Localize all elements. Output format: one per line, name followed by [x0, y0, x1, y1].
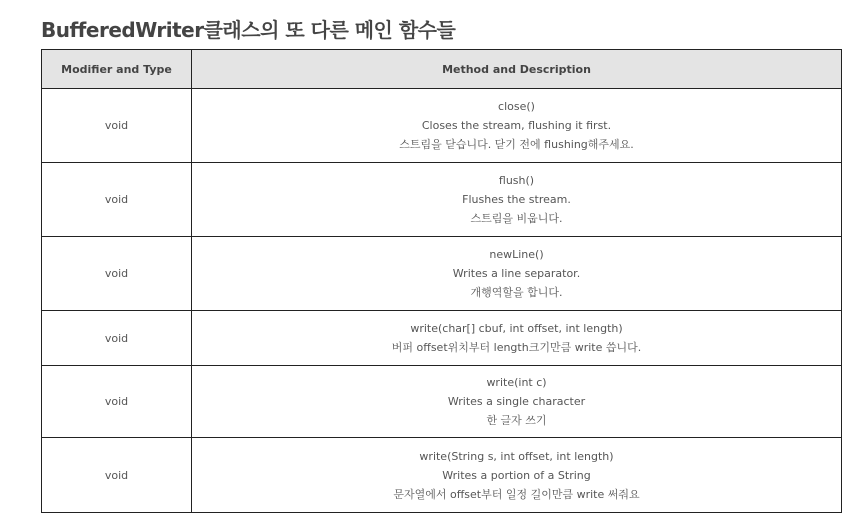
- method-description-cell: [192, 163, 842, 237]
- table-row: [42, 237, 842, 311]
- method-signature: flush(): [498, 174, 535, 187]
- table-header-row: [42, 50, 842, 89]
- method-description-line: 개행역할을 합니다.: [470, 286, 563, 299]
- methods-table: [41, 49, 842, 513]
- method-description-line: Writes a portion of a String: [442, 468, 591, 482]
- method-description-line: Writes a line separator.: [452, 267, 581, 280]
- method-description-cell: [192, 89, 842, 163]
- table-row: [42, 163, 842, 237]
- method-signature: write(char[] cbuf, int offset, int length): [410, 322, 623, 335]
- method-description-line: 스트림을 닫습니다. 닫기 전에 flushing해주세요.: [399, 138, 634, 151]
- method-signature: write(String s, int offset, int length): [419, 449, 614, 463]
- method-description-line: Closes the stream, flushing it first.: [421, 119, 612, 132]
- modifier-type-cell: void: [42, 237, 192, 311]
- column-header-method: Method and Description: [192, 50, 842, 89]
- method-description-line: 한 글자 쓰기: [486, 414, 547, 427]
- method-description-line: Writes a single character: [447, 395, 586, 408]
- method-description-line: Flushes the stream.: [462, 193, 571, 206]
- column-header-modifier: Modifier and Type: [42, 50, 192, 89]
- table-row: [42, 89, 842, 163]
- method-description-cell: [192, 237, 842, 311]
- method-signature: close(): [498, 100, 535, 113]
- method-description-line: 버퍼 offset위치부터 length크기만큼 write 씁니다.: [391, 341, 642, 354]
- method-description-line: 스트림을 비웁니다.: [470, 212, 563, 225]
- modifier-type-cell: void: [42, 163, 192, 237]
- method-description-cell: [192, 438, 842, 513]
- modifier-type-cell: void: [42, 89, 192, 163]
- modifier-type-cell: void: [42, 366, 192, 438]
- method-description-cell: [192, 366, 842, 438]
- modifier-type-cell: void: [42, 438, 192, 513]
- table-row: [42, 438, 842, 513]
- method-signature: newLine(): [489, 248, 544, 261]
- method-signature: write(int c): [486, 376, 547, 389]
- table-row: [42, 366, 842, 438]
- modifier-type-cell: void: [42, 311, 192, 366]
- method-description-line: 문자열에서 offset부터 일정 길이만큼 write 써줘요: [393, 487, 640, 501]
- table-row: [42, 311, 842, 366]
- page-title: BufferedWriter클래스의 또 다른 메인 함수들: [41, 18, 456, 42]
- method-description-cell: [192, 311, 842, 366]
